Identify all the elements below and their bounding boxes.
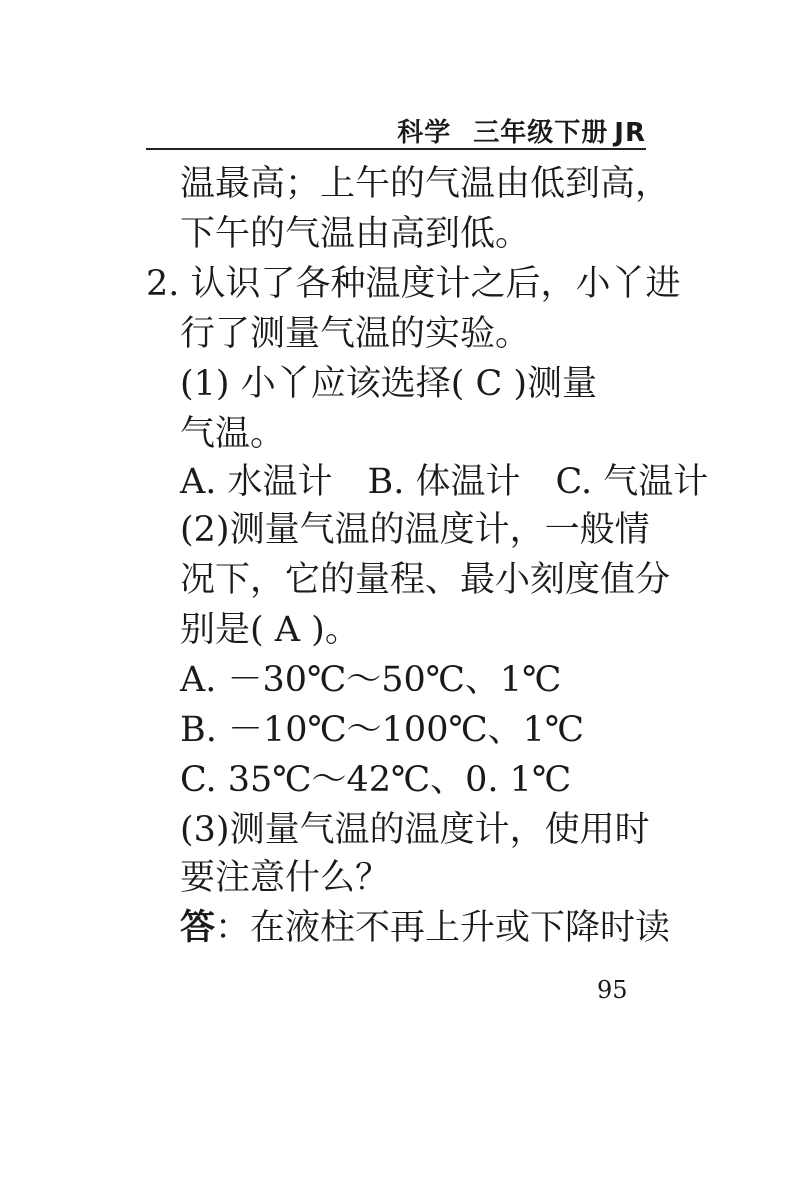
options-1: A. 水温计 B. 体温计 C. 气温计 [180,462,709,502]
header-subject: 科学 [397,118,452,148]
answer-line [180,908,670,948]
text-line-6: 气温。 [180,414,286,454]
answer-text: ：在液柱不再上升或下降时读 [215,908,671,948]
page-number: 95 [597,976,628,1004]
page-header [146,112,646,150]
header-edition: JR [614,118,646,148]
header-grade: 三年级下册 [473,118,609,148]
text-line-9: 况下，它的量程、最小刻度值分 [180,560,671,600]
text-line-15: 要注意什么？ [180,858,391,898]
option-c: C. 35℃～42℃、0. 1℃ [180,760,572,800]
question-2-stem: 2. 认识了各种温度计之后，小丫进 [146,264,681,304]
text-line-10: 别是( A )。 [180,610,360,650]
option-a: A. －30℃～50℃、1℃ [180,660,562,700]
subquestion-2: (2)测量气温的温度计，一般情 [180,510,650,550]
subquestion-1: (1) 小丫应该选择( C )测量 [180,364,598,404]
subquestion-3: (3)测量气温的温度计，使用时 [180,810,650,850]
text-line-2: 下午的气温由高到低。 [180,214,531,254]
text-line-1: 温最高；上午的气温由低到高， [180,164,671,204]
text-line-4: 行了测量气温的实验。 [180,314,531,354]
answer-label: 答 [180,908,216,948]
option-b: B. －10℃～100℃、1℃ [180,710,585,750]
